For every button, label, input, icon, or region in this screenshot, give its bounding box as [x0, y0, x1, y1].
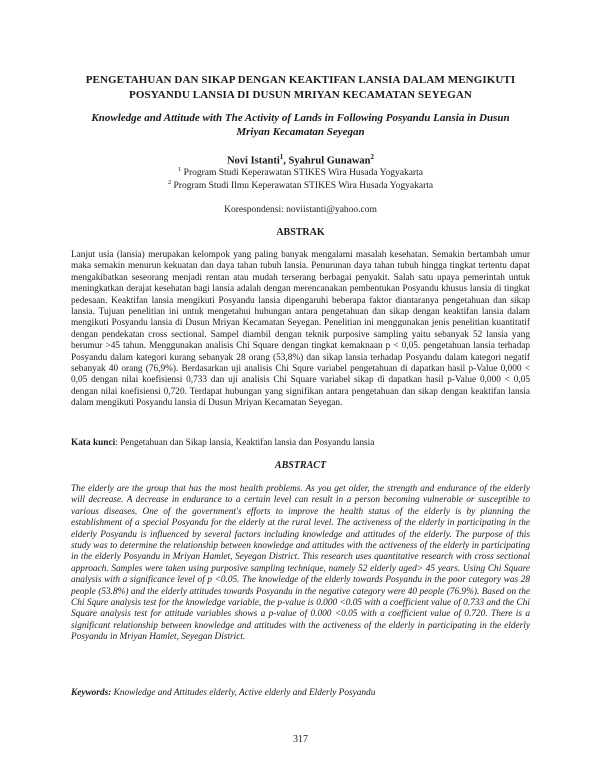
- paper-title: [71, 73, 530, 103]
- keywords: [71, 687, 530, 699]
- title-line-1: PENGETAHUAN DAN SIKAP DENGAN KEAKTIFAN LANSIA DALAM MENGIKUTI: [85, 74, 516, 86]
- abstract-heading: ABSTRACT: [274, 460, 327, 471]
- abstract-body: The elderly are the group that has the most health problems. As you get older, the strength and endurance of the elderly will decrease. A decrease in endurance to a certain level can result in a person becoming vulnerable or susceptible to various diseases. One of the government's efforts to improve the health status of the elderly is by planning the establishment of a special Posyandu for the elderly at the rural level. The activeness of the elderly in participating in the elderly Posyandu is influenced by several factors including knowledge and attitudes of the elderly. The purpose of this study was to determine the relationship between knowledge and attitudes with the activeness of the elderly in participating in the elderly Posyandu in Mriyan Hamlet, Seyegan District. This research uses quantitative research with cross sectional approach. Samples were taken using purposive sampling technique, namely 52 elderly aged> 45 years. Using Chi Square analysis with a significance level of p <0.05. The knowledge of the elderly towards Posyandu in the poor category was 28 people (53.8%) and the elderly attitudes towards Posyandu in the negative category were 40 people (76.9%). Based on the Chi Squre analysis test for the knowledge variable, the p-value is 0.000 <0.05 with a coefficient value of 0.733 and the Chi Square analysis test for attitude variables shows a p-value of 0.000 <0.05 with a coefficient value of 0.720. There is a significant relationship between knowledge and attitudes with the activeness of the elderly in participating in the elderly Posyandu in Mriyan Hamlet, Seyegan District.: [71, 484, 530, 643]
- affiliation-2-sup: 2: [167, 179, 172, 186]
- affiliation-1-sup: 1: [178, 166, 182, 173]
- keywords-label: Keywords:: [71, 688, 112, 698]
- affiliation-2-text: Program Studi Ilmu Keperawatan STIKES Wira Husada Yogyakarta: [173, 181, 434, 192]
- english-title: [91, 111, 510, 139]
- author-2: Syahrul Gunawan: [288, 155, 371, 167]
- abstrak-heading: ABSTRAK: [276, 227, 325, 238]
- abstrak-body: Lanjut usia (lansia) merupakan kelompok yang paling banyak mengalami masalah kesehatan. Semakin bertambah umur maka semakin menurun kekuatan dan daya tahan tubuh lansia. Penurunan daya tahan tubuh hingga tingkat tertentu dapat mengakibatkan seseorang menjadi rentan atau mudah terserang berbagai penyakit. Salah satu upaya pemerintah untuk meningkatkan derajat kesehatan bagi lansia adalah dengan merencanakan pembentukan Posyandu khusus lansia di tingkat pedesaan. Keaktifan lansia mengikuti Posyandu lansia dipengaruhi beberapa faktor diantaranya pengetahuan dan sikap lansia. Tujuan penelitian ini untuk mengetahui hubungan antara pengetahuan dan sikap dengan keaktifan lansia dalam mengikuti Posyandu lansia di Dusun Mriyan Kecamatan Seyegan. Penelitian ini menggunakan jenis penelitian kuantitatif dengan pendekatan cross sectional. Sampel diambil dengan teknik purposive sampling yaitu sebanyak 52 lansia yang berumur >45 tahun. Menggunakan analisis Chi Square dengan tingkat kemaknaan p < 0,05. pengetahuan lansia terhadap Posyandu dalam kategori kurang sebanyak 28 orang (53,8%) dan sikap lansia terhadap Posyandu dalam kategori negatif sebanyak 40 orang (76,9%). Berdasarkan uji analisis Chi Squre variabel pengetahuan di dapatkan hasil p-Value 0,000 < 0,05 dengan nilai koefisiensi 0,733 dan uji analisis Chi Square variabel sikap di dapatkan hasil p-Value 0,000 < 0,05 dengan nilai koefisiensi 0,720. Terdapat hubungan yang signifikan antara pengetahuan dan sikap dengan keaktifan lansia dalam mengikuti Posyandu lansia di Dusun Mriyan Kecamatan Seyegan.: [71, 250, 530, 409]
- english-title-line-1: Knowledge and Attitude with The Activity of Lands in Following Posyandu Lansia in Dusun: [91, 112, 510, 124]
- kata-kunci: [71, 437, 530, 449]
- keywords-text: Knowledge and Attitudes elderly, Active elderly and Elderly Posyandu: [111, 688, 376, 698]
- english-title-line-2: Mriyan Kecamatan Seyegan: [236, 126, 365, 138]
- correspondence: Korespondensi: noviistanti@yahoo.com: [224, 205, 377, 215]
- author-1-sup: 1: [279, 153, 284, 161]
- affiliation-1-text: Program Studi Keperawatan STIKES Wira Husada Yogyakarta: [183, 168, 423, 179]
- title-line-2: POSYANDU LANSIA DI DUSUN MRIYAN KECAMATAN SEYEGAN: [129, 89, 472, 101]
- kata-kunci-text: : Pengetahuan dan Sikap lansia, Keaktifan lansia dan Posyandu lansia: [115, 438, 375, 448]
- kata-kunci-label: Kata kunci: [71, 438, 116, 448]
- affiliation-2: [71, 177, 530, 192]
- page-number: 317: [293, 734, 308, 745]
- author-separator: ,: [283, 155, 289, 167]
- author-1: Novi Istanti: [226, 155, 280, 167]
- author-2-sup: 2: [370, 153, 375, 161]
